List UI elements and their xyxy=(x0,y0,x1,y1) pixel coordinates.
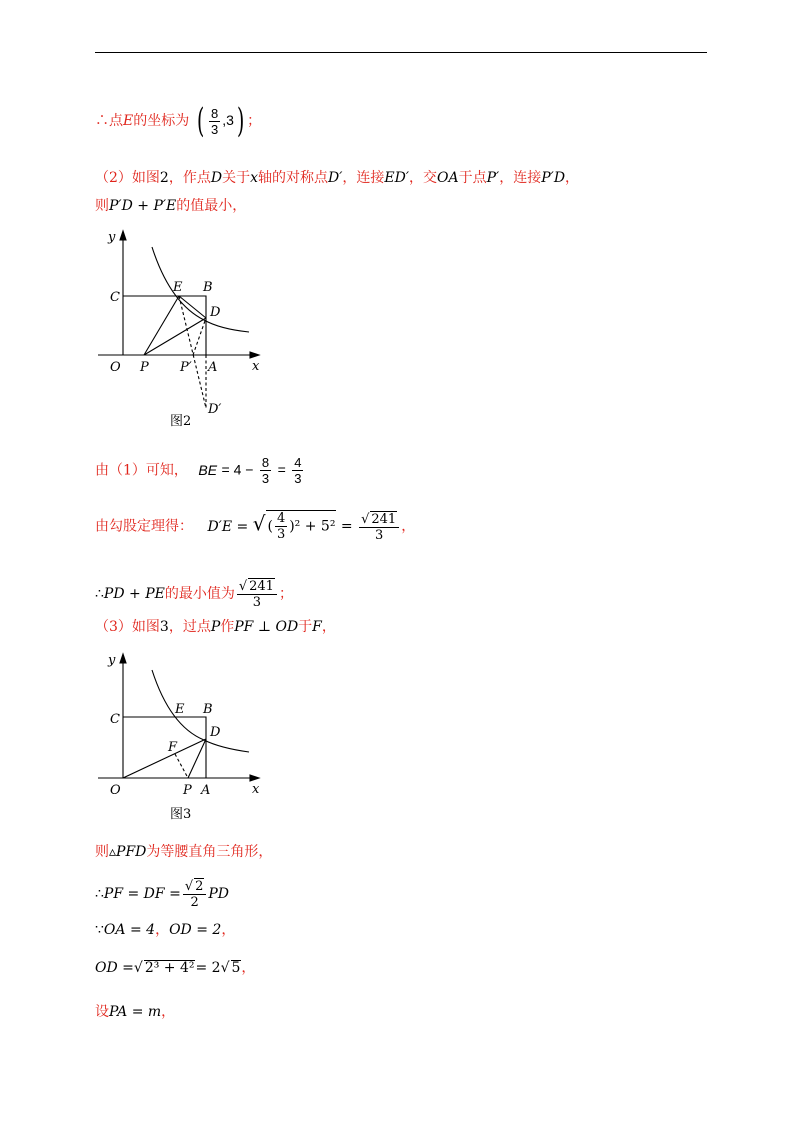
var-dprime: D′ xyxy=(327,170,343,186)
text: = 4 − xyxy=(221,461,254,478)
expr-od: OD = 2 xyxy=(169,922,222,938)
line-min-result xyxy=(95,578,293,610)
frac-num: 8 xyxy=(261,455,270,470)
semicolon: ； xyxy=(247,113,262,129)
radicand: 2³ + 4² xyxy=(144,960,195,976)
fig-ref: 2 xyxy=(159,170,169,186)
text: 由勾股定理得： xyxy=(95,518,193,535)
x-axis-arrow xyxy=(250,352,259,358)
fraction-8-3 xyxy=(260,455,271,486)
therefore: ∴ xyxy=(95,886,104,902)
line-e-coordinate xyxy=(95,101,262,141)
y-axis-arrow xyxy=(120,231,126,240)
text: ， xyxy=(321,619,336,635)
text: 设 xyxy=(95,1004,109,1020)
text: 的值最小， xyxy=(176,198,247,214)
frac-den: 3 xyxy=(210,121,219,137)
text: 为等腰直角三角形， xyxy=(146,844,273,860)
frac-num: 2 xyxy=(195,879,204,894)
text: （2）如图 xyxy=(95,170,160,186)
text: = xyxy=(340,518,353,535)
fraction-4-3 xyxy=(292,455,303,486)
label-c: C xyxy=(110,712,120,727)
text: = xyxy=(277,461,286,478)
sqrt-sign: √ xyxy=(220,960,230,976)
text: ， xyxy=(401,518,416,535)
label-f: F xyxy=(168,740,178,755)
figure-3 xyxy=(90,648,270,828)
text: ， xyxy=(221,922,236,938)
label-b: B xyxy=(203,702,213,717)
expr: PF = DF = xyxy=(103,886,181,902)
rect-cb-ba xyxy=(123,717,206,778)
fraction-sqrt2-2: $\frac{√ 2}{2}$ xyxy=(183,878,207,910)
coord-rest: ,3 xyxy=(222,112,234,128)
fraction-4-3 xyxy=(275,511,287,542)
text: ， xyxy=(565,170,580,186)
text: ， xyxy=(241,960,256,976)
line-od-length xyxy=(95,958,255,978)
text: ； xyxy=(278,586,293,602)
line-isosceles xyxy=(95,842,272,862)
label-b: B xyxy=(203,280,213,295)
line-min-value xyxy=(95,196,246,216)
label-o: O xyxy=(110,360,121,375)
frac-num: 241 xyxy=(371,511,397,527)
label-p: P xyxy=(140,360,149,375)
text: )² + 5² xyxy=(289,518,336,535)
text: （3）如图 xyxy=(95,619,160,635)
line-be xyxy=(95,455,305,486)
var-d: D xyxy=(210,170,223,186)
therefore: ∴ xyxy=(95,586,104,602)
line-let-pa xyxy=(95,1002,175,1022)
radicand: ( $\frac{4}{3}$ )² + 5² xyxy=(267,511,336,542)
var-edprime: ED′ xyxy=(384,170,410,186)
line-step3 xyxy=(95,617,336,637)
frac-den: 3 xyxy=(252,595,262,610)
label-p: P xyxy=(183,783,192,798)
var-oa: OA xyxy=(437,170,459,186)
figure-2-caption: 图2 xyxy=(170,414,192,429)
text: 作 xyxy=(220,619,235,635)
fig-ref: 3 xyxy=(159,619,169,635)
label-y: y xyxy=(108,653,116,668)
text: 由（1）可知， xyxy=(95,462,188,479)
fraction-sqrt241-3: $\frac{√ 241}{3}$ xyxy=(359,511,399,543)
hyperbola-curve xyxy=(152,670,249,752)
line-step2 xyxy=(95,168,579,188)
text: 则 xyxy=(95,198,109,214)
text: ，连接 xyxy=(499,170,542,186)
line-pf-df xyxy=(95,878,229,910)
segment-ppd xyxy=(193,318,206,355)
line-given xyxy=(95,920,235,940)
label-e: E xyxy=(173,280,183,295)
expr-lhs: D′E = xyxy=(207,518,249,535)
label-d: D xyxy=(210,305,221,320)
expr-pf-perp-od: PF ⊥ OD xyxy=(234,619,299,635)
because: ∵ xyxy=(95,922,104,938)
label-o: O xyxy=(110,783,121,798)
frac-den: 3 xyxy=(294,471,302,486)
expr: P′D + P′E xyxy=(109,198,177,214)
frac-den: 3 xyxy=(261,471,270,486)
frac-num: 8 xyxy=(210,105,219,121)
text: 于点 xyxy=(458,170,487,186)
segment-pf xyxy=(175,754,188,778)
var-pd: PD xyxy=(208,886,230,902)
frac-num: 241 xyxy=(249,579,274,594)
segment-pe xyxy=(144,296,179,355)
text: 则 xyxy=(95,844,109,860)
x-axis-arrow xyxy=(250,775,259,781)
expr-pa-m: PA = m xyxy=(109,1004,162,1020)
label-a: A xyxy=(201,783,211,798)
header-rule xyxy=(95,52,707,53)
label-a: A xyxy=(208,360,218,375)
label-y: y xyxy=(108,230,116,245)
label-e: E xyxy=(175,702,185,717)
text: ，过点 xyxy=(168,619,211,635)
label-c: C xyxy=(110,290,120,305)
fraction-sqrt241-3: $\frac{√ 241}{3}$ xyxy=(237,578,277,610)
text: 于 xyxy=(298,619,313,635)
label-d: D xyxy=(210,725,221,740)
frac-den: 3 xyxy=(375,527,384,543)
label-x: x xyxy=(252,359,260,374)
label-pprime: P′ xyxy=(180,360,192,375)
left-paren: ( xyxy=(196,101,204,141)
sqrt-sign: √ xyxy=(252,511,266,536)
text: 轴的对称点 xyxy=(257,170,328,186)
label-dprime: D′ xyxy=(208,402,222,417)
triangle-pfd: ▵PFD xyxy=(109,844,147,860)
line-pythagoras xyxy=(95,510,415,543)
text: ，连接 xyxy=(342,170,385,186)
segment-pd xyxy=(188,739,206,778)
frac-num: 4 xyxy=(276,511,286,526)
var-f: F xyxy=(312,619,322,635)
expr-lhs: OD = xyxy=(95,960,134,976)
label-x: x xyxy=(252,782,260,797)
var-x: x xyxy=(250,170,258,186)
var-be: BE xyxy=(198,461,218,478)
text: ， xyxy=(161,1004,176,1020)
sqrt-sign: √ xyxy=(133,960,143,976)
text: ，交 xyxy=(409,170,438,186)
figure-3-caption: 图3 xyxy=(170,807,192,822)
hyperbola-curve xyxy=(152,247,249,332)
frac-num: 4 xyxy=(294,455,302,470)
frac-den: 3 xyxy=(276,527,286,542)
var-pprime: P′ xyxy=(486,170,500,186)
expr-oa: OA = 4 xyxy=(103,922,156,938)
text: 的最小值为 xyxy=(164,586,235,602)
figure-2 xyxy=(90,225,270,440)
text: ， xyxy=(155,922,170,938)
segment-od xyxy=(123,739,206,778)
text: ，作点 xyxy=(168,170,211,186)
coordinate-text: 的坐标为 xyxy=(133,113,190,129)
radicand: 5 xyxy=(231,960,241,976)
segment-pd xyxy=(144,318,206,355)
text: 关于 xyxy=(222,170,251,186)
text: = 2 xyxy=(195,960,221,976)
var-p: P xyxy=(210,619,221,635)
expr: PD + PE xyxy=(103,586,165,602)
var-ppd: P′D xyxy=(541,170,566,186)
frac-den: 2 xyxy=(190,895,199,910)
y-axis-arrow xyxy=(120,654,126,663)
var-e: E xyxy=(123,113,134,129)
right-paren: ) xyxy=(236,101,245,141)
fraction-8-3 xyxy=(209,106,220,137)
therefore-point: ∴点 xyxy=(95,113,123,129)
